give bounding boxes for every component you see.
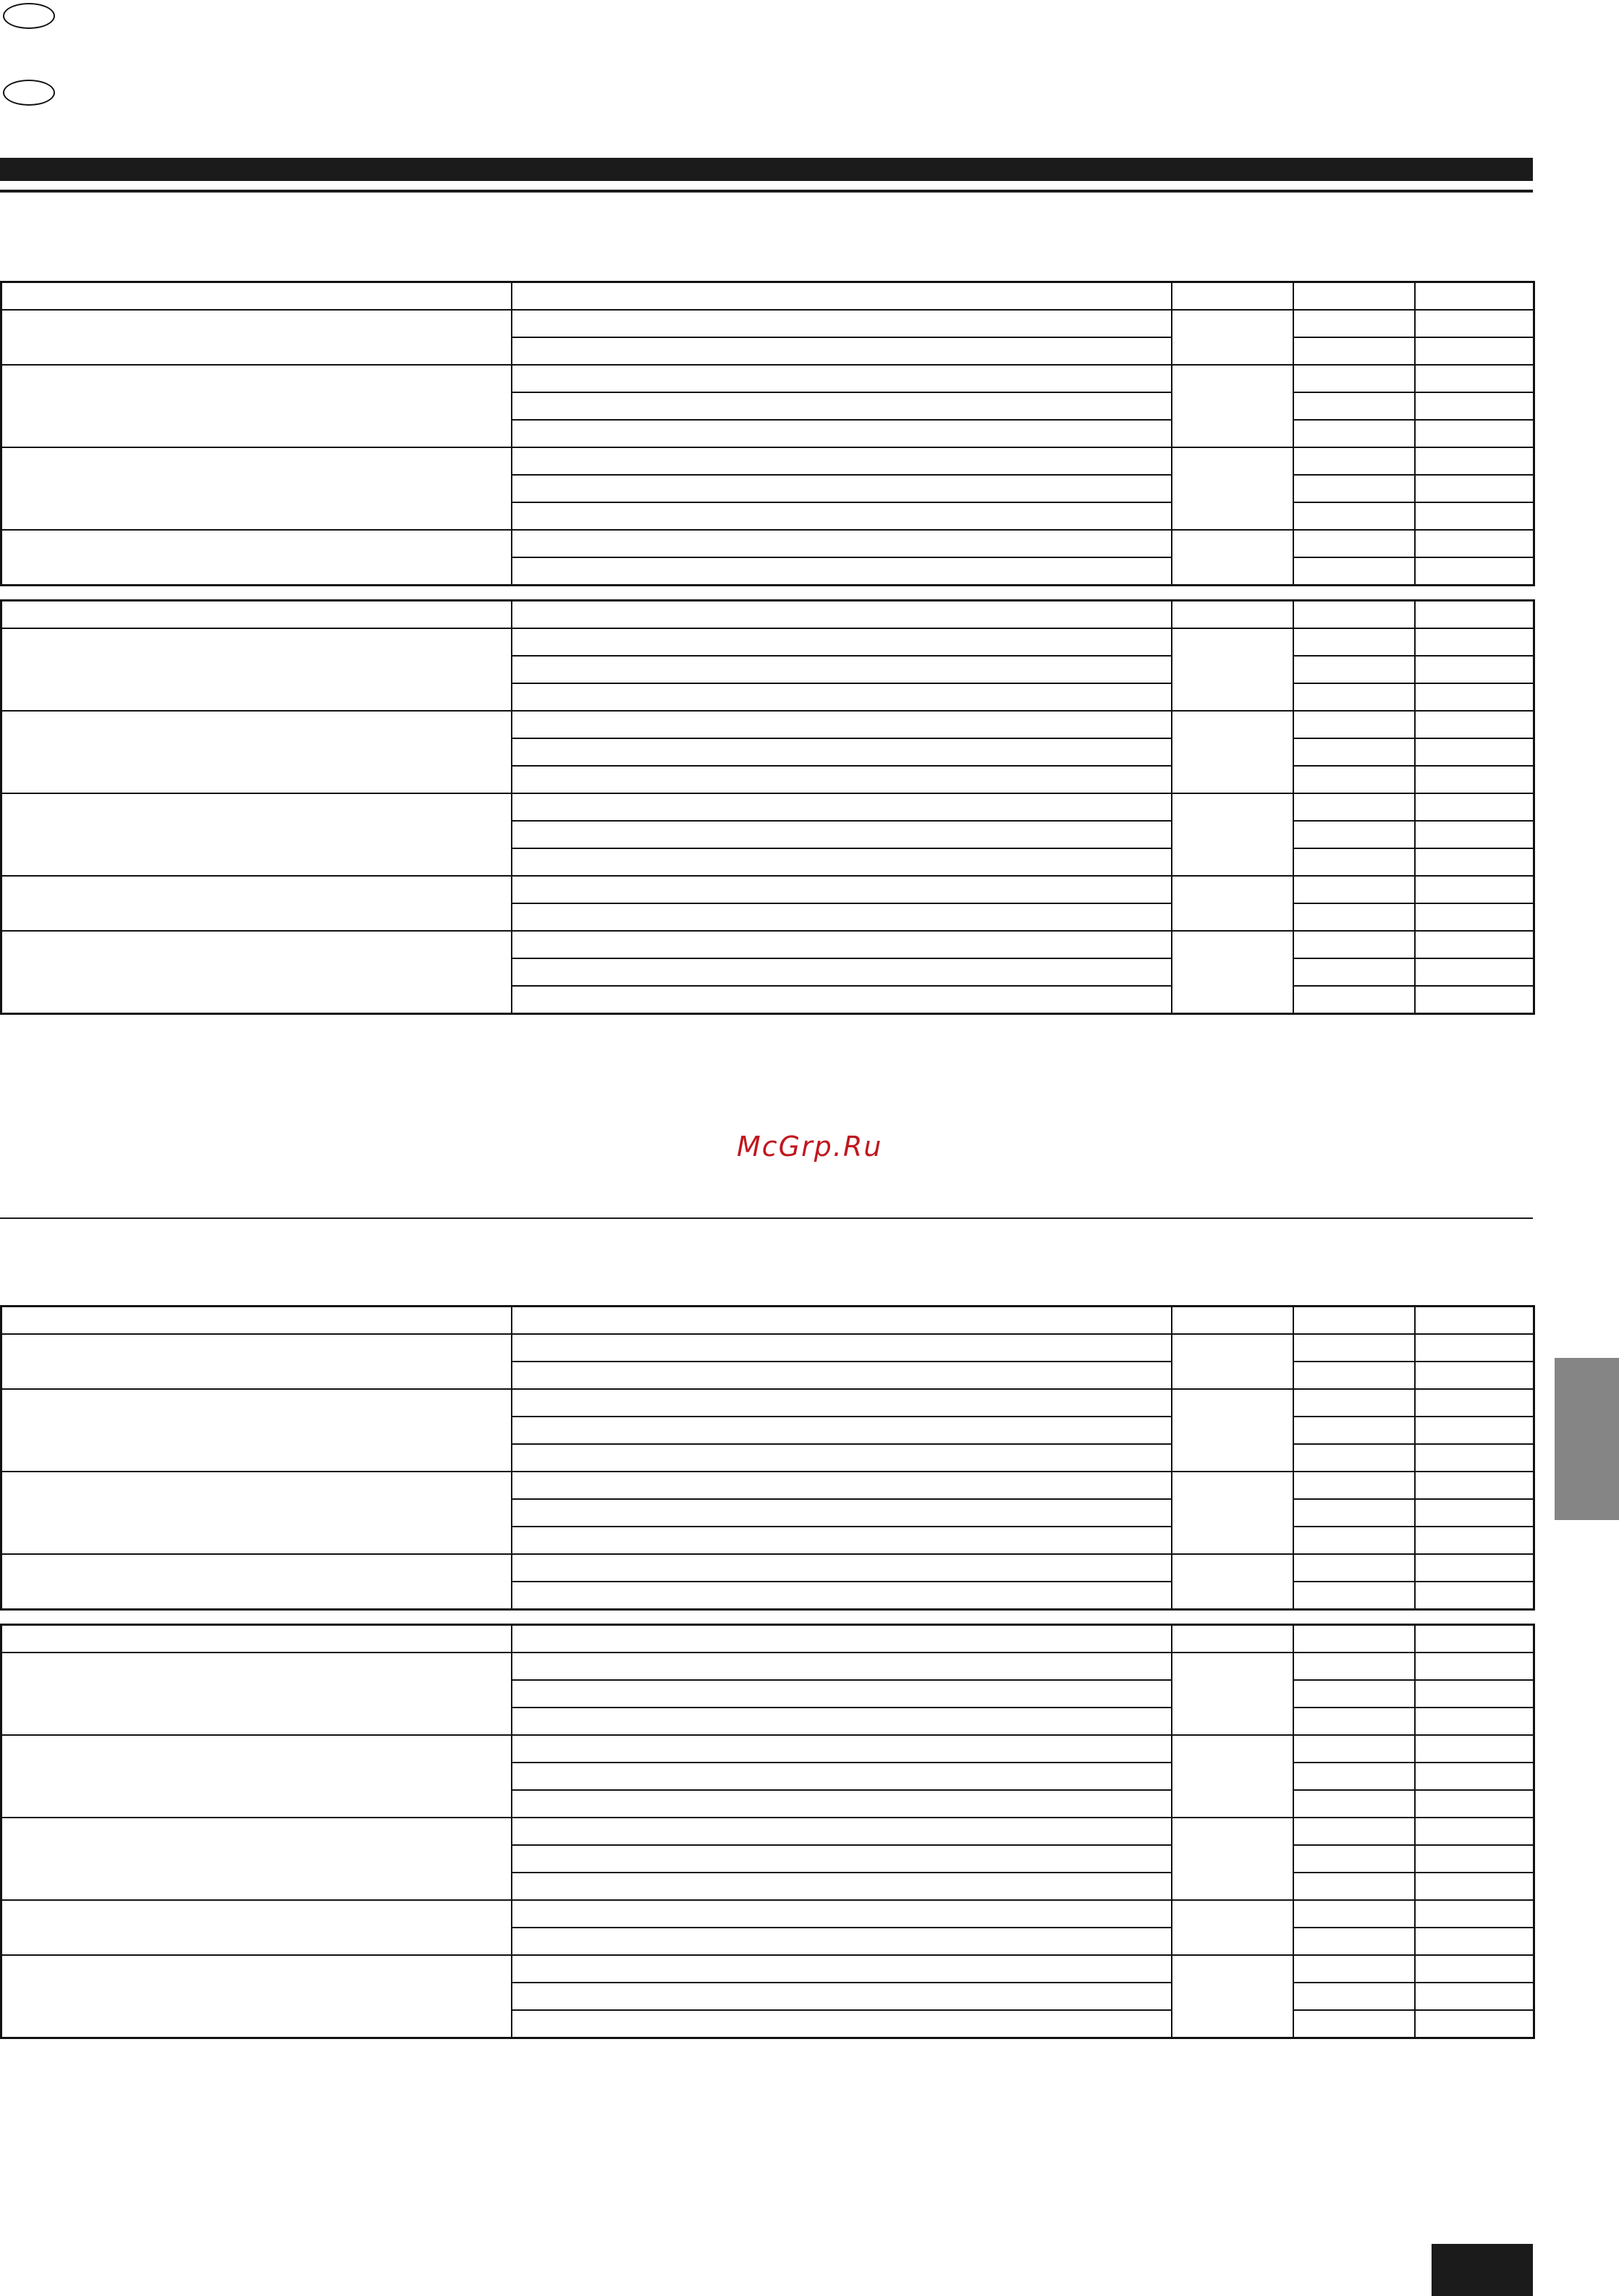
table-row [1, 1818, 1534, 1845]
value-cell-2 [1415, 1818, 1534, 1845]
table-row [1, 1334, 1534, 1362]
condition-cell [512, 986, 1172, 1014]
value-cell [1293, 958, 1415, 986]
value-cell [1293, 766, 1415, 793]
condition-cell [512, 683, 1172, 711]
value-cell-2 [1415, 1763, 1534, 1790]
unit-cell [1172, 1955, 1293, 2038]
value-cell-2 [1415, 1582, 1534, 1610]
value-cell-2 [1415, 1334, 1534, 1362]
unit-cell [1172, 1818, 1293, 1900]
value-cell-2 [1415, 986, 1534, 1014]
unit-cell [1172, 793, 1293, 876]
condition-cell [512, 475, 1172, 502]
value-cell [1293, 738, 1415, 766]
table-header-row [1, 601, 1534, 629]
unit-cell [1172, 365, 1293, 447]
value-cell [1293, 365, 1415, 392]
condition-cell [512, 1444, 1172, 1472]
value-cell-2 [1415, 711, 1534, 738]
header-cell [1, 1307, 512, 1335]
condition-cell [512, 1845, 1172, 1873]
value-cell [1293, 1818, 1415, 1845]
condition-cell [512, 447, 1172, 475]
value-cell-2 [1415, 475, 1534, 502]
value-cell [1293, 903, 1415, 931]
value-cell-2 [1415, 1499, 1534, 1527]
value-cell [1293, 1389, 1415, 1417]
value-cell-2 [1415, 1845, 1534, 1873]
condition-cell [512, 738, 1172, 766]
value-cell [1293, 1472, 1415, 1499]
table-row [1, 1955, 1534, 1983]
value-cell [1293, 793, 1415, 821]
condition-cell [512, 1708, 1172, 1735]
condition-cell [512, 1900, 1172, 1928]
value-cell [1293, 1334, 1415, 1362]
condition-cell [512, 876, 1172, 903]
item-cell [1, 628, 512, 711]
value-cell [1293, 1499, 1415, 1527]
header-cell [1415, 1625, 1534, 1653]
item-cell [1, 1334, 512, 1389]
value-cell [1293, 475, 1415, 502]
table-row [1, 447, 1534, 475]
condition-cell [512, 1680, 1172, 1708]
value-cell [1293, 1582, 1415, 1610]
value-cell-2 [1415, 821, 1534, 848]
header-cell [1172, 282, 1293, 311]
header-cell [1, 282, 512, 311]
condition-cell [512, 1417, 1172, 1444]
value-cell [1293, 557, 1415, 586]
header-bar [0, 158, 1533, 181]
value-cell [1293, 1763, 1415, 1790]
condition-cell [512, 1499, 1172, 1527]
value-cell [1293, 1680, 1415, 1708]
value-cell-2 [1415, 1983, 1534, 2010]
table-header-row [1, 282, 1534, 311]
header-cell [512, 601, 1172, 629]
condition-cell [512, 1582, 1172, 1610]
condition-cell [512, 2010, 1172, 2038]
value-cell [1293, 1362, 1415, 1389]
spec-table-1 [0, 281, 1535, 586]
value-cell-2 [1415, 1928, 1534, 1955]
value-cell [1293, 711, 1415, 738]
condition-cell [512, 958, 1172, 986]
unit-cell [1172, 628, 1293, 711]
condition-cell [512, 711, 1172, 738]
condition-cell [512, 1818, 1172, 1845]
header-cell [1, 1625, 512, 1653]
condition-cell [512, 1362, 1172, 1389]
spec-table-2 [0, 599, 1535, 1015]
item-cell [1, 1554, 512, 1610]
condition-cell [512, 821, 1172, 848]
value-cell-2 [1415, 766, 1534, 793]
table-row [1, 310, 1534, 337]
condition-cell [512, 656, 1172, 683]
value-cell-2 [1415, 1389, 1534, 1417]
header-cell [1415, 1307, 1534, 1335]
language-marker-1 [3, 3, 55, 29]
header-cell [1415, 282, 1534, 311]
value-cell [1293, 656, 1415, 683]
value-cell-2 [1415, 1444, 1534, 1472]
value-cell-2 [1415, 420, 1534, 447]
value-cell-2 [1415, 1680, 1534, 1708]
condition-cell [512, 903, 1172, 931]
value-cell [1293, 1845, 1415, 1873]
header-cell [512, 282, 1172, 311]
item-cell [1, 793, 512, 876]
item-cell [1, 1818, 512, 1900]
item-cell [1, 530, 512, 586]
section-tab [1555, 1358, 1619, 1520]
value-cell [1293, 1708, 1415, 1735]
watermark: McGrp.Ru [737, 1131, 883, 1162]
unit-cell [1172, 1389, 1293, 1472]
table-row [1, 1472, 1534, 1499]
condition-cell [512, 337, 1172, 365]
unit-cell [1172, 1334, 1293, 1389]
value-cell-2 [1415, 903, 1534, 931]
item-cell [1, 1389, 512, 1472]
value-cell-2 [1415, 1708, 1534, 1735]
table-row [1, 1653, 1534, 1680]
condition-cell [512, 1472, 1172, 1499]
value-cell-2 [1415, 1790, 1534, 1818]
condition-cell [512, 1873, 1172, 1900]
header-cell [1293, 1307, 1415, 1335]
value-cell-2 [1415, 1417, 1534, 1444]
spec-table-4 [0, 1624, 1535, 2039]
condition-cell [512, 420, 1172, 447]
value-cell-2 [1415, 1955, 1534, 1983]
value-cell [1293, 530, 1415, 557]
value-cell-2 [1415, 793, 1534, 821]
value-cell [1293, 1554, 1415, 1582]
value-cell [1293, 420, 1415, 447]
value-cell-2 [1415, 337, 1534, 365]
value-cell-2 [1415, 931, 1534, 958]
value-cell [1293, 1735, 1415, 1763]
item-cell [1, 1955, 512, 2038]
condition-cell [512, 848, 1172, 876]
condition-cell [512, 1735, 1172, 1763]
value-cell [1293, 1983, 1415, 2010]
condition-cell [512, 1527, 1172, 1554]
condition-cell [512, 1334, 1172, 1362]
item-cell [1, 876, 512, 931]
value-cell-2 [1415, 1653, 1534, 1680]
table-header-row [1, 1625, 1534, 1653]
value-cell-2 [1415, 1472, 1534, 1499]
value-cell-2 [1415, 365, 1534, 392]
header-cell [512, 1625, 1172, 1653]
unit-cell [1172, 1900, 1293, 1955]
condition-cell [512, 1653, 1172, 1680]
unit-cell [1172, 711, 1293, 793]
header-cell [1293, 282, 1415, 311]
table-row [1, 1735, 1534, 1763]
condition-cell [512, 557, 1172, 586]
value-cell-2 [1415, 1873, 1534, 1900]
item-cell [1, 1735, 512, 1818]
value-cell [1293, 1417, 1415, 1444]
header-cell [1172, 601, 1293, 629]
header-cell [1415, 601, 1534, 629]
value-cell [1293, 1653, 1415, 1680]
header-cell [1172, 1307, 1293, 1335]
value-cell-2 [1415, 310, 1534, 337]
unit-cell [1172, 876, 1293, 931]
value-cell [1293, 986, 1415, 1014]
value-cell-2 [1415, 502, 1534, 530]
condition-cell [512, 530, 1172, 557]
unit-cell [1172, 1554, 1293, 1610]
value-cell [1293, 848, 1415, 876]
condition-cell [512, 392, 1172, 420]
table-row [1, 1554, 1534, 1582]
unit-cell [1172, 931, 1293, 1014]
value-cell [1293, 1900, 1415, 1928]
section-divider [0, 1217, 1533, 1219]
value-cell [1293, 628, 1415, 656]
unit-cell [1172, 530, 1293, 586]
table-row [1, 793, 1534, 821]
item-cell [1, 711, 512, 793]
condition-cell [512, 1983, 1172, 2010]
header-cell [1, 601, 512, 629]
value-cell [1293, 1928, 1415, 1955]
item-cell [1, 931, 512, 1014]
header-cell [512, 1307, 1172, 1335]
table-header-row [1, 1307, 1534, 1335]
value-cell-2 [1415, 392, 1534, 420]
condition-cell [512, 931, 1172, 958]
value-cell-2 [1415, 530, 1534, 557]
unit-cell [1172, 1472, 1293, 1554]
language-marker-2 [3, 80, 55, 106]
value-cell [1293, 310, 1415, 337]
condition-cell [512, 1955, 1172, 1983]
table-row [1, 628, 1534, 656]
table-row [1, 1389, 1534, 1417]
value-cell-2 [1415, 557, 1534, 586]
value-cell [1293, 392, 1415, 420]
condition-cell [512, 766, 1172, 793]
condition-cell [512, 1763, 1172, 1790]
table-row [1, 876, 1534, 903]
spec-table-3 [0, 1305, 1535, 1611]
unit-cell [1172, 310, 1293, 365]
condition-cell [512, 310, 1172, 337]
value-cell [1293, 1955, 1415, 1983]
condition-cell [512, 1790, 1172, 1818]
item-cell [1, 447, 512, 530]
value-cell [1293, 2010, 1415, 2038]
value-cell [1293, 821, 1415, 848]
value-cell [1293, 1873, 1415, 1900]
header-cell [1293, 601, 1415, 629]
value-cell-2 [1415, 1527, 1534, 1554]
value-cell [1293, 447, 1415, 475]
condition-cell [512, 1554, 1172, 1582]
value-cell [1293, 931, 1415, 958]
table-row [1, 931, 1534, 958]
value-cell [1293, 876, 1415, 903]
value-cell-2 [1415, 848, 1534, 876]
value-cell [1293, 1527, 1415, 1554]
value-cell-2 [1415, 656, 1534, 683]
item-cell [1, 1472, 512, 1554]
item-cell [1, 1653, 512, 1735]
condition-cell [512, 1928, 1172, 1955]
value-cell-2 [1415, 628, 1534, 656]
value-cell [1293, 1444, 1415, 1472]
table-row [1, 711, 1534, 738]
condition-cell [512, 365, 1172, 392]
item-cell [1, 310, 512, 365]
item-cell [1, 1900, 512, 1955]
table-row [1, 530, 1534, 557]
value-cell-2 [1415, 738, 1534, 766]
header-cell [1172, 1625, 1293, 1653]
condition-cell [512, 793, 1172, 821]
table-row [1, 365, 1534, 392]
value-cell-2 [1415, 447, 1534, 475]
unit-cell [1172, 447, 1293, 530]
header-rule [0, 190, 1533, 193]
unit-cell [1172, 1653, 1293, 1735]
value-cell-2 [1415, 1554, 1534, 1582]
condition-cell [512, 502, 1172, 530]
value-cell-2 [1415, 2010, 1534, 2038]
condition-cell [512, 628, 1172, 656]
condition-cell [512, 1389, 1172, 1417]
value-cell-2 [1415, 958, 1534, 986]
item-cell [1, 365, 512, 447]
value-cell [1293, 683, 1415, 711]
header-cell [1293, 1625, 1415, 1653]
value-cell-2 [1415, 1735, 1534, 1763]
value-cell [1293, 337, 1415, 365]
table-row [1, 1900, 1534, 1928]
unit-cell [1172, 1735, 1293, 1818]
value-cell-2 [1415, 683, 1534, 711]
value-cell [1293, 1790, 1415, 1818]
value-cell-2 [1415, 1900, 1534, 1928]
page-number-box [1432, 2244, 1533, 2296]
value-cell-2 [1415, 1362, 1534, 1389]
value-cell-2 [1415, 876, 1534, 903]
value-cell [1293, 502, 1415, 530]
